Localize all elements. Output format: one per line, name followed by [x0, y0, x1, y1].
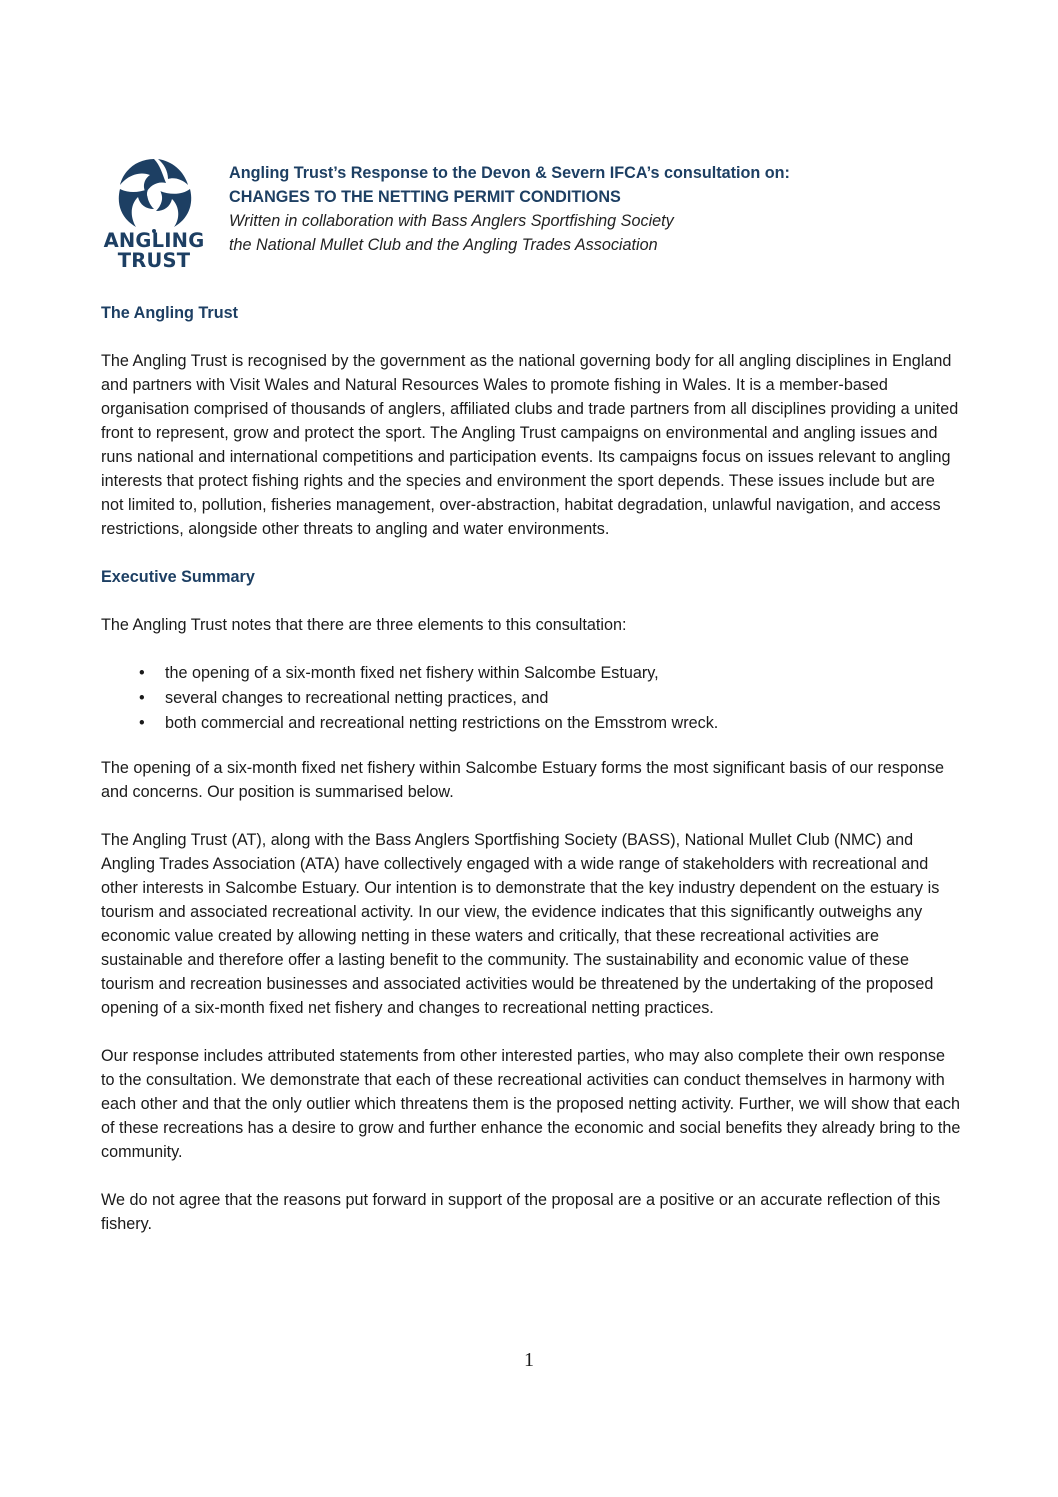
- document-header: [229, 161, 1009, 257]
- logo-word-angling: ANGLING: [103, 229, 205, 252]
- paragraph-summary-3: Our response includes attributed statements from other interested parties, who may also complete their own response to the consultation. We demonstrate that each of these recreational activities can conduct themselves in harmony with each other and that the only outlier which threatens them is the proposed netting activity. Further, we will show that each of these recreations has a desire to grow and further enhance the economic and social benefits they already bring to the community.: [101, 1047, 961, 1161]
- three-fish-circle-logo-icon: [98, 155, 210, 233]
- section-heading-angling-trust: The Angling Trust: [101, 304, 238, 322]
- paragraph-summary-1: The opening of a six-month fixed net fishery within Salcombe Estuary forms the most significant basis of our response and concerns. Our position is summarised below.: [101, 759, 945, 801]
- document-body: [101, 301, 961, 1236]
- angling-trust-logo: [98, 155, 210, 271]
- bullet-list: [101, 661, 961, 736]
- bullet-icon: •: [139, 689, 145, 707]
- document-title: Angling Trust’s Response to the Devon & Severn IFCA’s consultation on:: [229, 164, 790, 182]
- page-number: 1: [524, 1349, 534, 1371]
- bullet-icon: •: [139, 664, 145, 682]
- list-item: • both commercial and recreational netting restrictions on the Emsstrom wreck.: [101, 711, 961, 736]
- list-item: • the opening of a six-month fixed net fishery within Salcombe Estuary,: [101, 661, 961, 686]
- paragraph-summary-4: We do not agree that the reasons put forward in support of the proposal are a positive or an accurate reflection of this fishery.: [101, 1191, 941, 1233]
- section-heading-executive-summary: Executive Summary: [101, 568, 255, 586]
- logo-word-trust: TRUST: [117, 249, 191, 272]
- bullet-icon: •: [139, 714, 145, 732]
- collaboration-line-1: Written in collaboration with Bass Anglers Sportfishing Society: [229, 212, 674, 230]
- collaboration-line-2: the National Mullet Club and the Angling Trades Association: [229, 236, 658, 254]
- paragraph-angling-trust: The Angling Trust is recognised by the government as the national governing body for all angling disciplines in England and partners with Visit Wales and Natural Resources Wales to promote fishing in Wales. It is a member-based organisation comprised of thousands of anglers, affiliated clubs and trade partners from all disciplines providing a united front to represent, grow and protect the sport. The Angling Trust campaigns on environmental and angling issues and runs national and international competitions and participation events. Its campaigns focus on issues relevant to angling interests that protect fishing rights and the species and environment the sport depends. These issues include but are not limited to, pollution, fisheries management, over-abstraction, habitat degradation, unlawful navigation, and access restrictions, alongside other threats to angling and water environments.: [101, 352, 959, 538]
- paragraph-intro: The Angling Trust notes that there are three elements to this consultation:: [101, 616, 627, 634]
- paragraph-summary-2: The Angling Trust (AT), along with the Bass Anglers Sportfishing Society (BASS), National Mullet Club (NMC) and Angling Trades Association (ATA) have collectively engaged with a wide range of stakeholders with recreational and other interests in Salcombe Estuary. Our intention is to demonstrate that the key industry dependent on the estuary is tourism and associated recreational activity. In our view, the evidence indicates that this significantly outweighs any economic value created by allowing netting in these waters and critically, that these recreational activities are sustainable and therefore offer a lasting benefit to the community. The sustainability and economic value of these tourism and recreation businesses and associated activities would be threatened by the undertaking of the proposed opening of a six-month fixed net fishery and changes to recreational netting practices.: [101, 831, 940, 1017]
- document-subtitle: CHANGES TO THE NETTING PERMIT CONDITIONS: [229, 188, 621, 206]
- list-item: • several changes to recreational netting practices, and: [101, 686, 961, 711]
